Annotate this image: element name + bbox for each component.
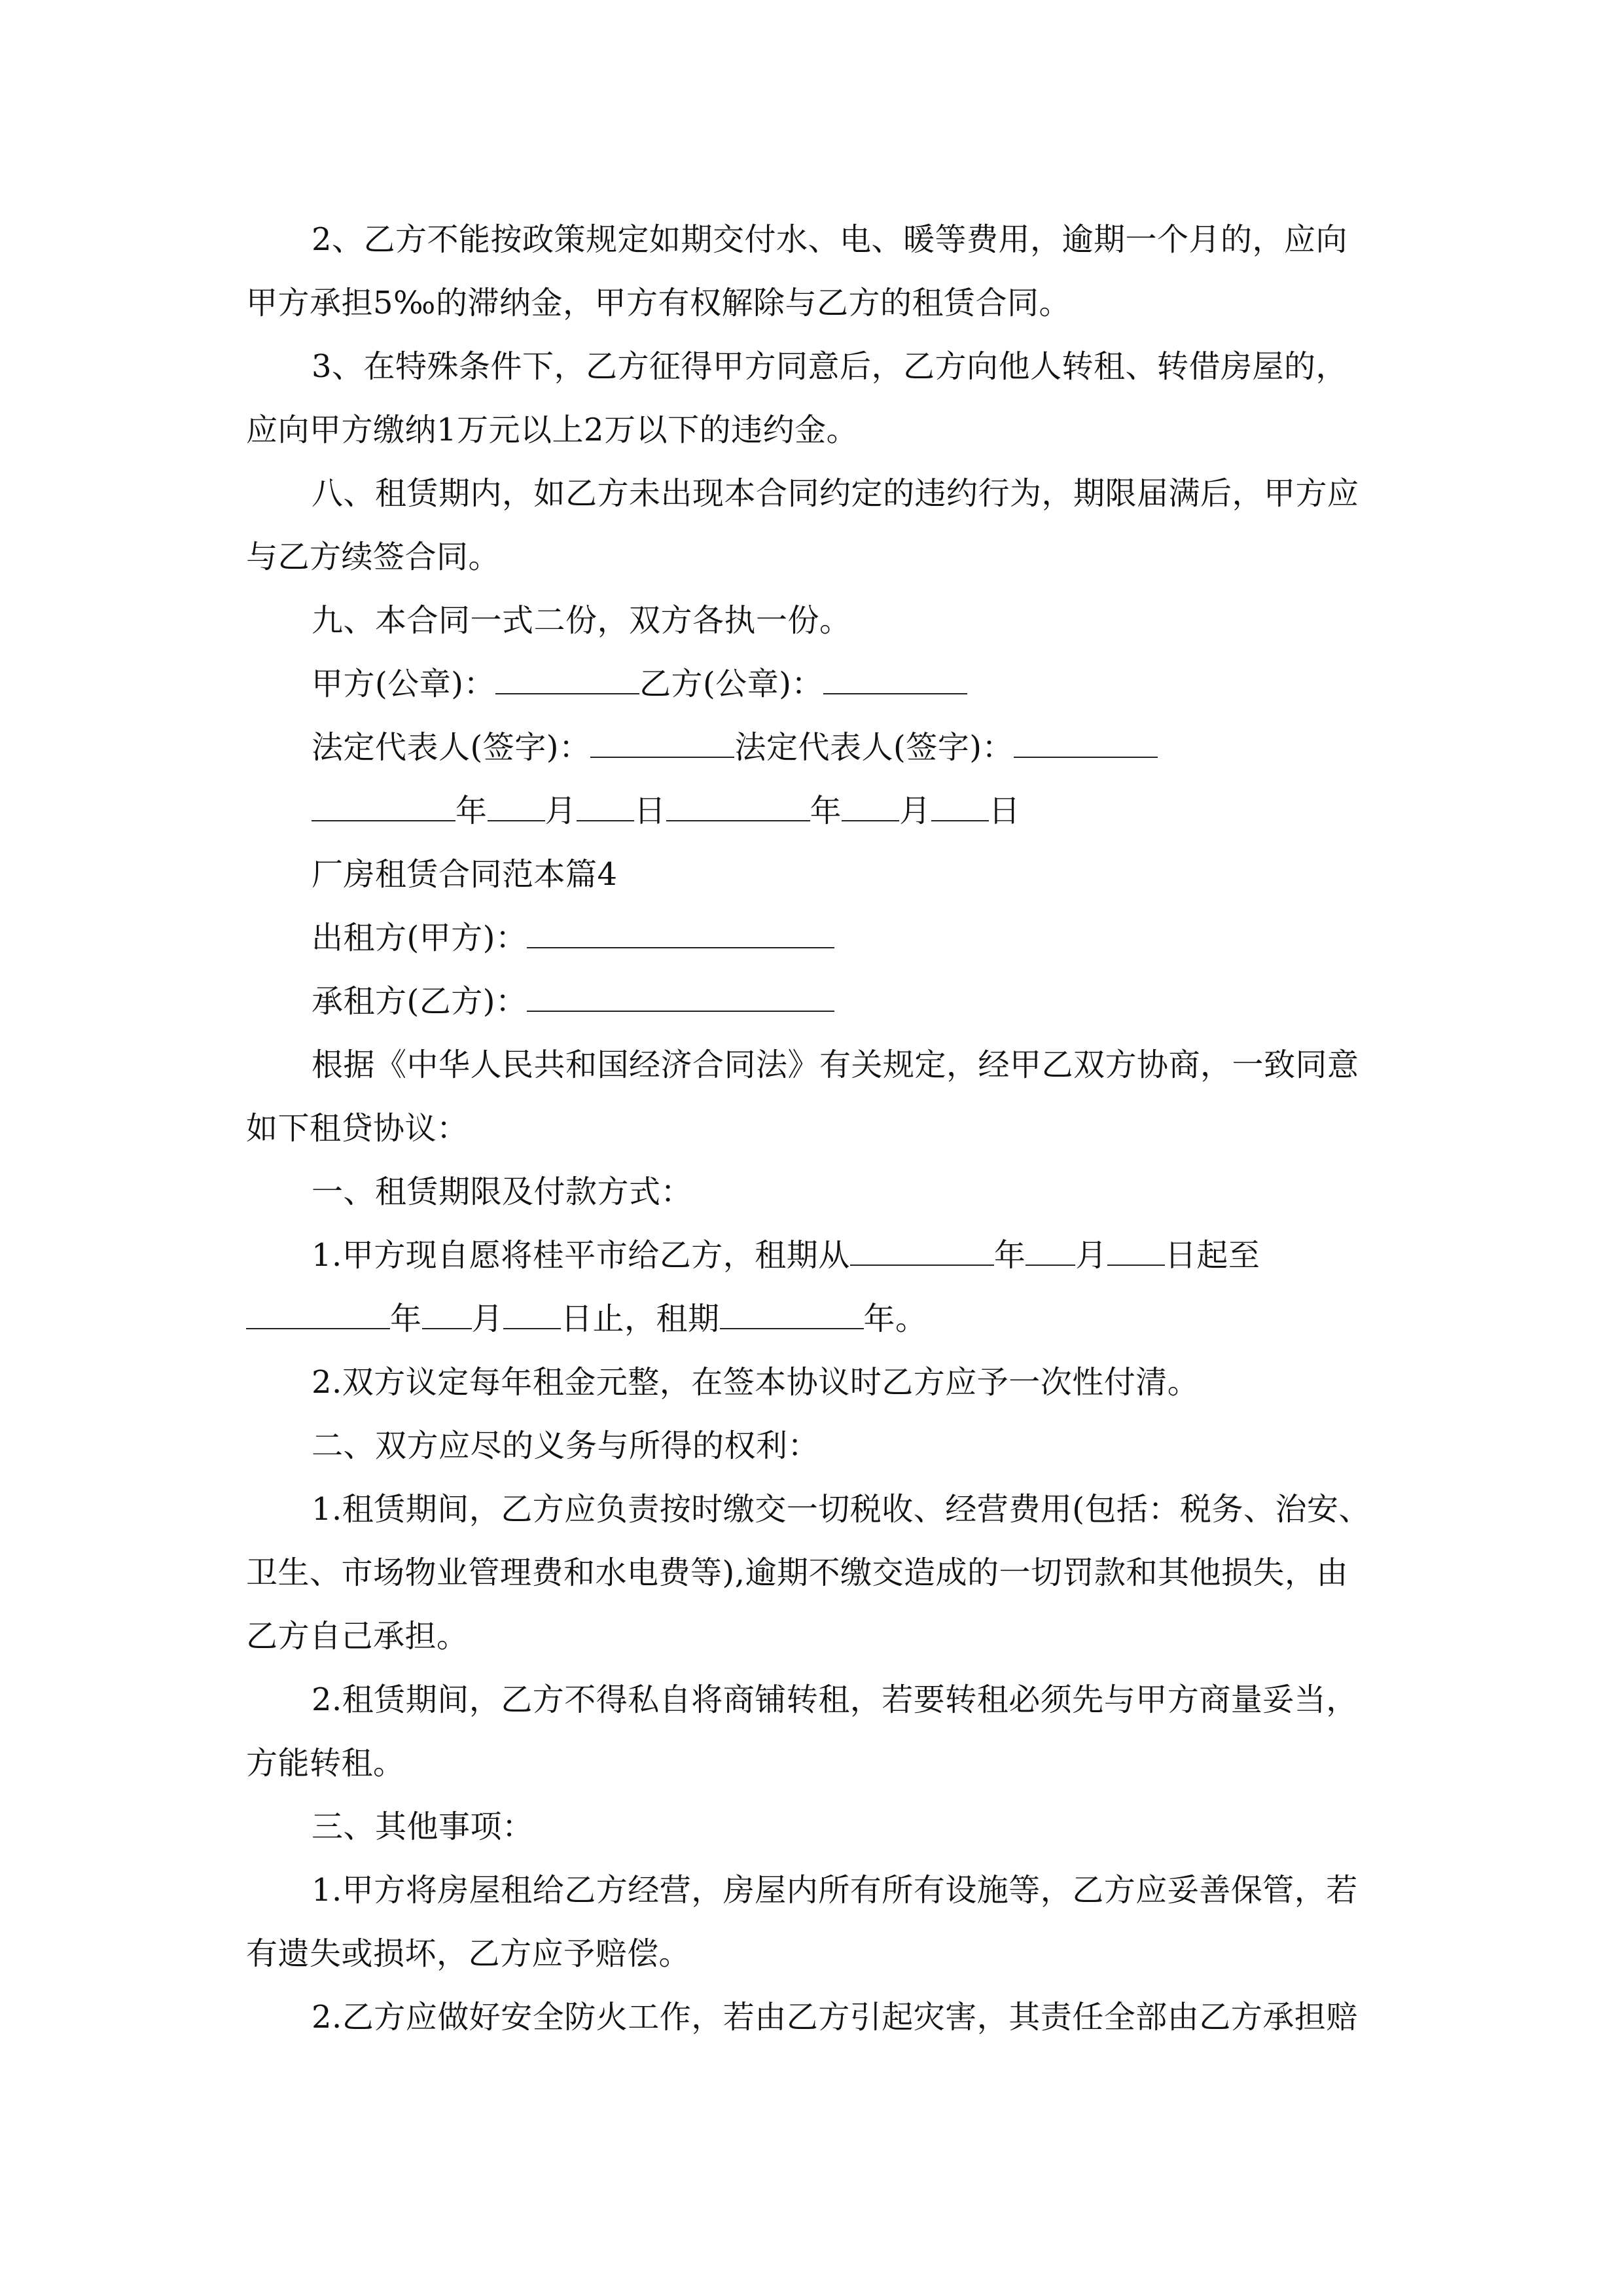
party-b-seal-blank [823, 663, 967, 694]
signature-line [246, 716, 1378, 780]
term-start-day-blank [1107, 1234, 1165, 1266]
paragraph-line: 与乙方续签合同。 [246, 539, 501, 575]
paragraph-line: 2.租赁期间，乙方不得私自将商铺转租，若要转租必须先与甲方商量妥当， [312, 1681, 1358, 1718]
lessee-blank [527, 980, 834, 1012]
party-a-seal-blank [495, 663, 639, 694]
paragraph-line: 卫生、市场物业管理费和水电费等),逾期不缴交造成的一切罚款和其他损失，由 [246, 1554, 1348, 1591]
paragraph-line: 九、本合同一式二份，双方各执一份。 [312, 602, 851, 639]
heading-term: 一、租赁期限及付款方式： [312, 1174, 693, 1210]
lessee-label: 承租方(乙方)： [312, 983, 527, 1020]
seal-line [246, 653, 1378, 716]
day-label: 日 [634, 793, 666, 829]
month-b-blank [842, 790, 899, 821]
term-line-1 [246, 1224, 1378, 1287]
rep-b-label: 法定代表人(签字)： [734, 729, 1014, 766]
day-a-blank [577, 790, 634, 821]
term-end-month-blank [422, 1298, 472, 1329]
paragraph-line: 乙方自己承担。 [246, 1618, 469, 1655]
heading-other: 三、其他事项： [312, 1808, 534, 1845]
lessor-label: 出租方(甲方)： [312, 920, 527, 956]
paragraph-line: 2、乙方不能按政策规定如期交付水、电、暖等费用，逾期一个月的，应向 [312, 221, 1348, 258]
term-years-blank [720, 1298, 864, 1329]
party-b-seal-label: 乙方(公章)： [639, 666, 823, 702]
heading-duties: 二、双方应尽的义务与所得的权利： [312, 1427, 820, 1464]
month-a-blank [488, 790, 545, 821]
term-start-month-blank [1026, 1234, 1075, 1266]
paragraph-line: 1.甲方将房屋租给乙方经营，房屋内所有所有设施等，乙方应妥善保管，若 [312, 1872, 1358, 1909]
year-label: 年 [455, 793, 488, 829]
years-label: 年。 [863, 1300, 927, 1337]
paragraph-line: 八、租赁期内，如乙方未出现本合同约定的违约行为，期限届满后，甲方应 [312, 475, 1359, 512]
year-a-blank [312, 790, 455, 821]
paragraph-line: 应向甲方缴纳1万元以上2万以下的违约金。 [246, 412, 859, 448]
rep-a-blank [590, 726, 734, 758]
paragraph-line: 根据《中华人民共和国经济合同法》有关规定，经甲乙双方协商，一致同意 [312, 1047, 1359, 1083]
year-label: 年 [810, 793, 842, 829]
year-label: 年 [390, 1300, 422, 1337]
term-start-year-blank [850, 1234, 994, 1266]
day-label: 日 [988, 793, 1021, 829]
document-body [246, 208, 1378, 2049]
lessee-line [246, 970, 1378, 1033]
year-label: 年 [993, 1237, 1026, 1274]
date-line [246, 780, 1378, 843]
month-label: 月 [544, 793, 577, 829]
section-title: 厂房租赁合同范本篇4 [312, 856, 618, 893]
year-b-blank [666, 790, 810, 821]
lessor-blank [527, 917, 834, 948]
paragraph-line: 方能转租。 [246, 1745, 405, 1782]
paragraph-line: 1.租赁期间，乙方应负责按时缴交一切税收、经营费用(包括：税务、治安、 [312, 1491, 1371, 1528]
paragraph-line: 如下租贷协议： [246, 1110, 469, 1147]
lessor-line [246, 906, 1378, 970]
rep-b-blank [1014, 726, 1158, 758]
day-b-blank [931, 790, 989, 821]
paragraph-line: 3、在特殊条件下，乙方征得甲方同意后，乙方向他人转租、转借房屋的， [312, 348, 1348, 385]
paragraph-line: 甲方承担5‰的滞纳金，甲方有权解除与乙方的租赁合同。 [246, 285, 1071, 321]
month-label: 月 [1075, 1237, 1107, 1274]
term-end-day-blank [503, 1298, 561, 1329]
party-a-seal-label: 甲方(公章)： [312, 666, 495, 702]
paragraph-line: 2.双方议定每年租金元整，在签本协议时乙方应予一次性付清。 [312, 1364, 1200, 1401]
month-label: 月 [471, 1300, 504, 1337]
day-start-label: 日起至 [1164, 1237, 1260, 1274]
term-end-year-blank [246, 1298, 390, 1329]
rep-a-label: 法定代表人(签字)： [312, 729, 591, 766]
paragraph-line: 2.乙方应做好安全防火工作，若由乙方引起灾害，其责任全部由乙方承担赔 [312, 1999, 1358, 2036]
day-end-label: 日止，租期 [561, 1300, 720, 1337]
term-prefix: 1.甲方现自愿将桂平市给乙方，租期从 [312, 1237, 850, 1274]
paragraph-line: 有遗失或损坏，乙方应予赔偿。 [246, 1935, 691, 1972]
month-label: 月 [899, 793, 931, 829]
term-line-2 [246, 1287, 1378, 1351]
